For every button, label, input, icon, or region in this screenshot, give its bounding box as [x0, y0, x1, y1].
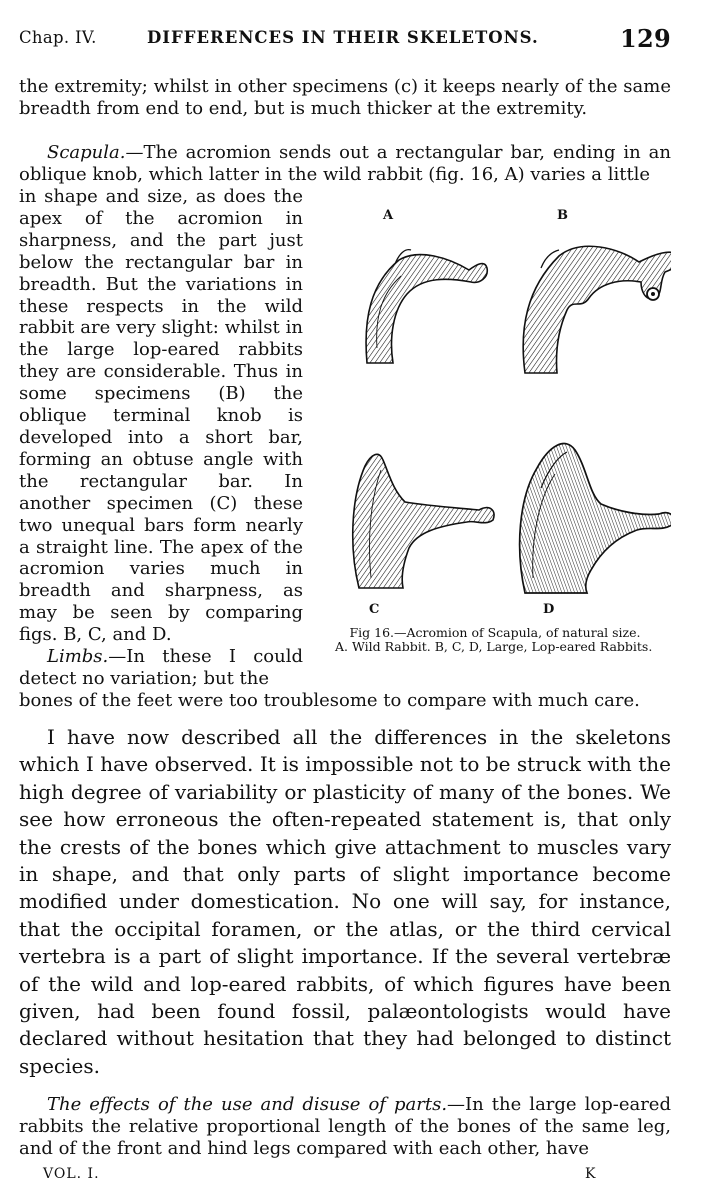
use-disuse-heading: The effects of the use and disuse of parts.: [47, 1094, 448, 1115]
fig-label-c: C: [369, 602, 380, 617]
figure-16: [319, 198, 671, 678]
column-text: in shape and size, as does the apex of the acromion in sharpness, and the part just below the rectangular bar in breadth. But the variations in these respects in the wild rabbit are very slight: whilst in the large lop-eared rabbits they are considerable. Thus in some specimens (B) the oblique terminal knob is developed into a short bar, forming an obtuse angle with the rectangular bar. In another specimen (C) these two unequal bars form nearly a straight line. The apex of the acromion varies much in breadth and sharpness, as may be seen by comparing figs. B, C, and D.: [19, 186, 303, 646]
signature-mark: K: [585, 1166, 596, 1182]
fig-label-a: A: [383, 208, 394, 223]
scapula-text: —The acromion sends out a rectangular bar, ending in an oblique knob, which latter in the wild rabbit (fig. 16, A) varies a little: [19, 142, 671, 185]
scapula-d-drawing: [520, 444, 671, 593]
paragraph-scapula: [19, 142, 671, 186]
paragraph-use-disuse: [19, 1094, 671, 1160]
use-disuse-text: —In the large lop-eared rabbits the relative proportional length of the bones of the same leg, and of the front and hind legs compared with each other, have: [19, 1094, 671, 1159]
page-footer: [19, 1166, 671, 1186]
book-page: [19, 0, 671, 1200]
volume-mark: VOL. I.: [43, 1166, 100, 1182]
limbs-text: —In these I could detect no variation; but the: [19, 646, 303, 689]
page-number: 129: [620, 24, 671, 53]
scapula-engravings: [319, 198, 671, 618]
figure-caption: [319, 626, 671, 654]
chapter-label: Chap. IV.: [19, 28, 97, 47]
scapula-b-drawing: [523, 246, 671, 373]
fig-label-b: B: [557, 208, 568, 223]
scapula-c-drawing: [353, 454, 494, 588]
limbs-continuation: bones of the feet were too troublesome to compare with much care.: [19, 690, 640, 711]
fig-label-d: D: [543, 602, 555, 617]
text-column: [19, 186, 303, 690]
paragraph-extremity: the extremity; whilst in other specimens (c) it keeps nearly of the same breadth from end to end, but is much thicker at the extremity.: [19, 76, 671, 119]
running-head: [19, 24, 671, 53]
limbs-heading: Limbs.: [47, 646, 109, 668]
caption-legend: A. Wild Rabbit. B, C, D, Large, Lop-eared Rabbits.: [335, 639, 653, 654]
caption-title: Fig 16.—Acromion of Scapula, of natural size.: [349, 625, 641, 640]
scapula-heading: Scapula.: [47, 142, 126, 163]
scapula-a-drawing: [366, 250, 487, 363]
paragraph-main: I have now described all the differences in the skeletons which I have observed. It is impossible not to be struck with the high degree of variability or plasticity of many of the bones. We see how erroneous the often-repeated statement is, that only the crests of the bones which give attachment to muscles vary in shape, and that only parts of slight importance become modified under domestication. No one will say, for instance, that the occipital foramen, or the atlas, or the third cervical vertebra is a part of slight importance. If the several vertebræ of the wild and lop-eared rabbits, of which figures have been given, had been found fossil, palæontologists would have declared without hesitation that they had belonged to distinct species.: [19, 725, 671, 1078]
paragraph-limbs: [19, 646, 303, 690]
page-title: DIFFERENCES IN THEIR SKELETONS.: [147, 28, 539, 47]
